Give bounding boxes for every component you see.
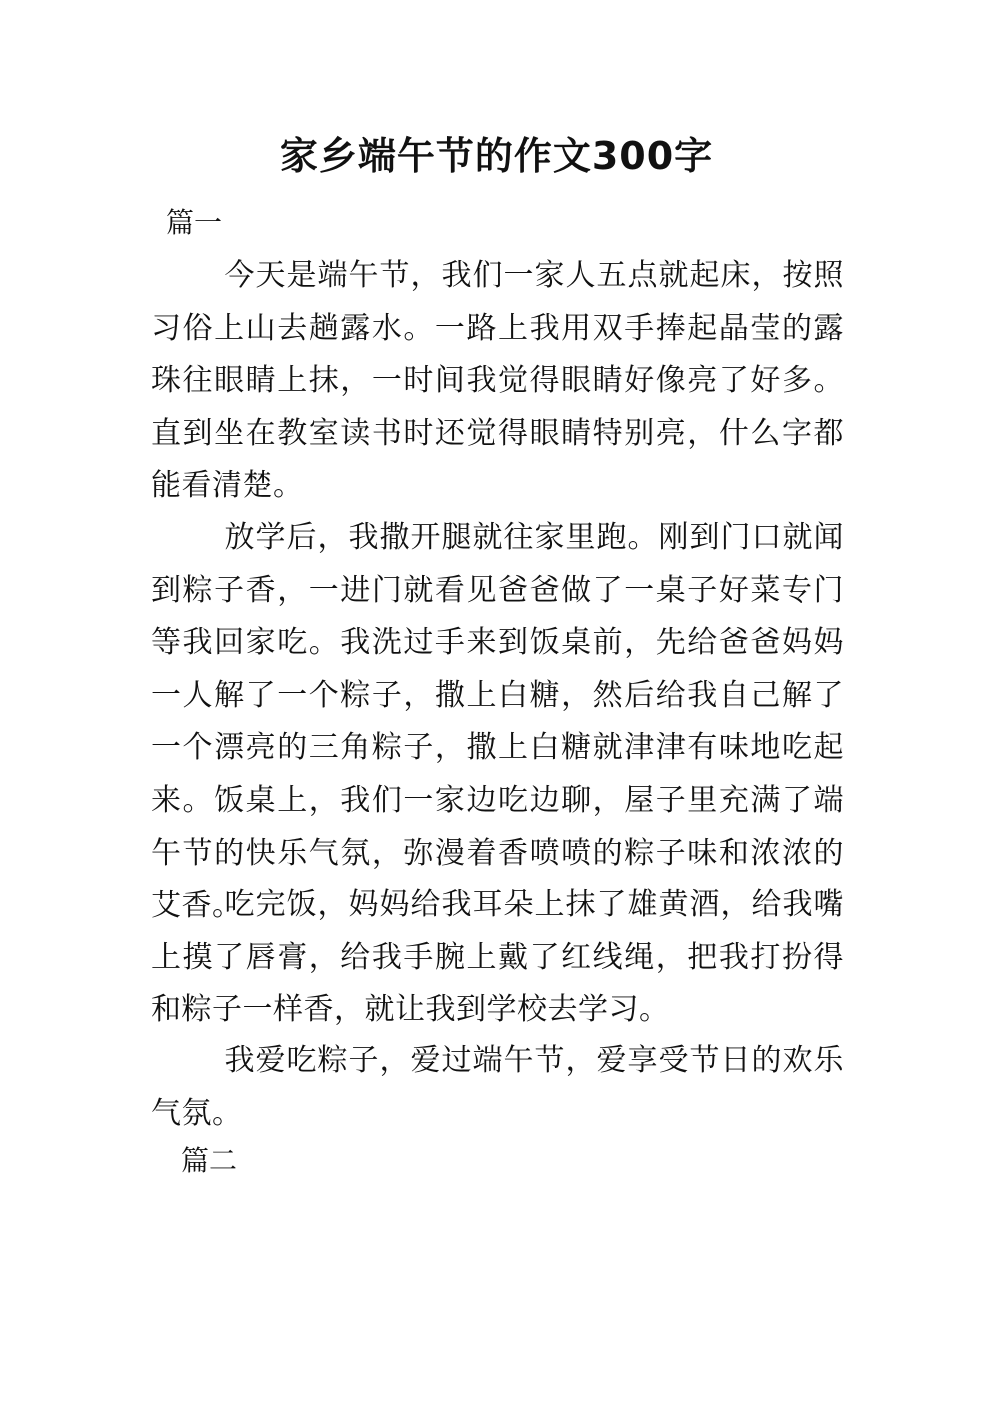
paragraph-1: 今天是端午节，我们一家人五点就起床，按照习俗上山去趟露水。一路上我用双手捧起晶莹的露珠往眼睛上抹，一时间我觉得眼睛好像亮了好多。直到坐在教室读书时还觉得眼睛特别亮，什么字都能看清楚。 bbox=[151, 258, 844, 504]
paragraph-4: 我爱吃粽子，爱过端午节，爱享受节日的欢乐气氛。 bbox=[151, 1043, 844, 1131]
paragraph-3: 吃完饭，妈妈给我耳朵上抹了雄黄酒，给我嘴上摸了唇膏，给我手腕上戴了红线绳，把我打扮得和粽子一样香，就让我到学校去学习。 bbox=[151, 887, 844, 1028]
document-title: 家乡端午节的作文300字 bbox=[279, 134, 714, 178]
section-label-1: 篇一 bbox=[166, 206, 223, 239]
paragraph-2: 放学后，我撒开腿就往家里跑。刚到门口就闻到粽子香，一进门就看见爸爸做了一桌子好菜专门等我回家吃。我洗过手来到饭桌前，先给爸爸妈妈一人解了一个粽子，撒上白糖，然后给我自己解了一个漂亮的三角粽子，撒上白糖就津津有味地吃起来。饭桌上，我们一家边吃边聊，屋子里充满了端午节的快乐气氛，弥漫着香喷喷的粽子味和浓浓的艾香。 bbox=[151, 520, 844, 924]
section-label-2: 篇二 bbox=[181, 1144, 238, 1177]
